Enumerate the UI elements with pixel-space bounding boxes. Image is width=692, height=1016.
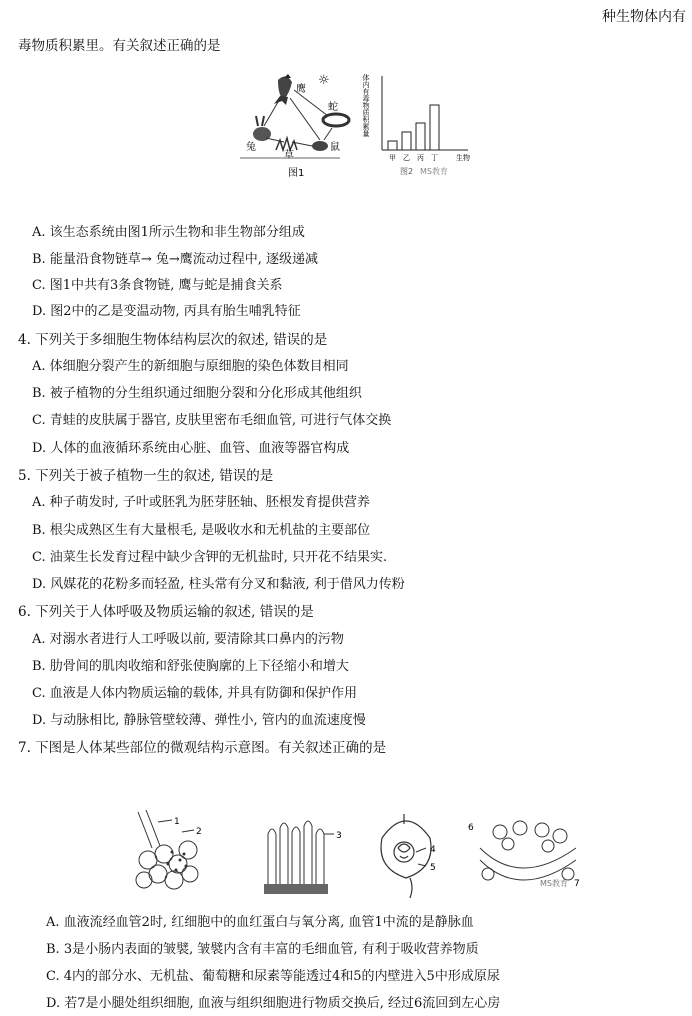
xtick-1: 乙 xyxy=(403,154,410,162)
q6-option-a: A. 对溺水者进行人工呼吸以前, 要清除其口鼻内的污物 xyxy=(32,632,344,647)
label-6: 6 xyxy=(468,823,474,833)
q6-stem: 6. 下列关于人体呼吸及物质运输的叙述, 错误的是 xyxy=(18,604,314,620)
figure2-bar-chart xyxy=(360,68,478,180)
villi-drawing xyxy=(268,821,324,884)
q3-option-b: B. 能量沿食物链草→ 兔→鹰流动过程中, 逐级递减 xyxy=(32,252,319,267)
bar-0 xyxy=(388,141,397,150)
figure1-caption: 图1 xyxy=(288,168,305,179)
label-4: 4 xyxy=(430,845,436,855)
q4-option-c: C. 青蛙的皮肤属于器官, 皮肤里密布毛细血管, 可进行气体交换 xyxy=(32,413,392,428)
label-hawk: 鹰 xyxy=(296,84,306,95)
q5-option-b: B. 根尖成熟区生有大量根毛, 是吸收水和无机盐的主要部位 xyxy=(32,523,371,538)
q4-option-a: A. 体细胞分裂产生的新细胞与原细胞的染色体数目相同 xyxy=(32,359,349,374)
nephron-drawing xyxy=(381,814,431,898)
villi-base xyxy=(264,884,328,894)
q6-option-b: B. 肋骨间的肌肉收缩和舒张使胸廓的上下径缩小和增大 xyxy=(32,659,349,674)
q7-figure xyxy=(128,808,588,900)
q7-watermark: MS教育 xyxy=(540,879,568,888)
grass-drawing xyxy=(276,138,297,150)
label-snake: 蛇 xyxy=(328,102,338,113)
tissue-drawing xyxy=(480,821,576,880)
q4-stem: 4. 下列关于多细胞生物体结构层次的叙述, 错误的是 xyxy=(18,332,328,348)
q3-option-d: D. 图2中的乙是变温动物, 丙具有胎生哺乳特征 xyxy=(32,304,301,319)
xtick-2: 丙 xyxy=(417,154,424,162)
bar-1 xyxy=(402,132,411,150)
label-5: 5 xyxy=(430,863,436,873)
label-grass: 草 xyxy=(284,150,294,161)
q3-option-a: A. 该生态系统由图1所示生物和非生物部分组成 xyxy=(32,225,305,240)
q6-option-c: C. 血液是人体内物质运输的载体, 并具有防御和保护作用 xyxy=(32,686,358,701)
chart-xlabel: 生物 xyxy=(456,154,470,162)
q7-stem: 7. 下图是人体某些部位的微观结构示意图。有关叙述正确的是 xyxy=(18,740,387,756)
label-7: 7 xyxy=(574,879,580,889)
q5-option-a: A. 种子萌发时, 子叶或胚乳为胚芽胚轴、胚根发育提供营养 xyxy=(32,495,370,510)
q7-option-b: B. 3是小肠内表面的皱襞, 皱襞内含有丰富的毛细血管, 有利于吸收营养物质 xyxy=(46,942,479,957)
figure2-caption: 图2 xyxy=(400,167,414,176)
bar-2 xyxy=(416,123,425,150)
q5-option-d: D. 风媒花的花粉多而轻盈, 柱头常有分叉和黏液, 利于借风力传粉 xyxy=(32,577,405,592)
xtick-0: 甲 xyxy=(389,154,396,162)
bar-3 xyxy=(430,105,439,150)
q5-stem: 5. 下列关于被子植物一生的叙述, 错误的是 xyxy=(18,468,274,484)
q3-stem-tail: 毒物质积累里。有关叙述正确的是 xyxy=(18,38,221,54)
sun-icon: ☼ xyxy=(318,73,330,88)
mouse-drawing xyxy=(312,141,328,151)
label-2: 2 xyxy=(196,827,202,837)
food-web-arrows xyxy=(264,90,332,146)
label-3: 3 xyxy=(336,831,342,841)
page-header-fragment: 种生物体内有 xyxy=(602,9,686,25)
figure2-watermark: MS教育 xyxy=(420,167,448,176)
chart-ylabel: 体内有毒物质积累量 xyxy=(362,74,370,137)
q5-option-c: C. 油菜生长发育过程中缺少含钾的无机盐时, 只开花不结果实. xyxy=(32,550,388,565)
hawk-drawing xyxy=(274,74,292,105)
q3-option-c: C. 图1中共有3条食物链, 鹰与蛇是捕食关系 xyxy=(32,278,283,293)
q7-option-d: D. 若7是小腿处组织细胞, 血液与组织细胞进行物质交换后, 经过6流回到左心房 xyxy=(46,996,501,1011)
alveoli-drawing xyxy=(136,810,198,889)
snake-drawing xyxy=(323,114,349,126)
label-mouse: 鼠 xyxy=(330,142,340,153)
q4-option-d: D. 人体的血液循环系统由心脏、血管、血液等器官构成 xyxy=(32,441,350,456)
q7-option-a: A. 血液流经血管2时, 红细胞中的血红蛋白与氧分离, 血管1中流的是静脉血 xyxy=(46,915,474,930)
q4-option-b: B. 被子植物的分生组织通过细胞分裂和分化形成其他组织 xyxy=(32,386,362,401)
q7-option-c: C. 4内的部分水、无机盐、葡萄糖和尿素等能透过4和5的内壁进入5中形成原尿 xyxy=(46,969,500,984)
label-rabbit: 兔 xyxy=(246,142,256,153)
xtick-3: 丁 xyxy=(431,154,438,162)
label-1: 1 xyxy=(174,817,180,827)
q6-option-d: D. 与动脉相比, 静脉管壁较薄、弹性小, 管内的血流速度慢 xyxy=(32,713,366,728)
